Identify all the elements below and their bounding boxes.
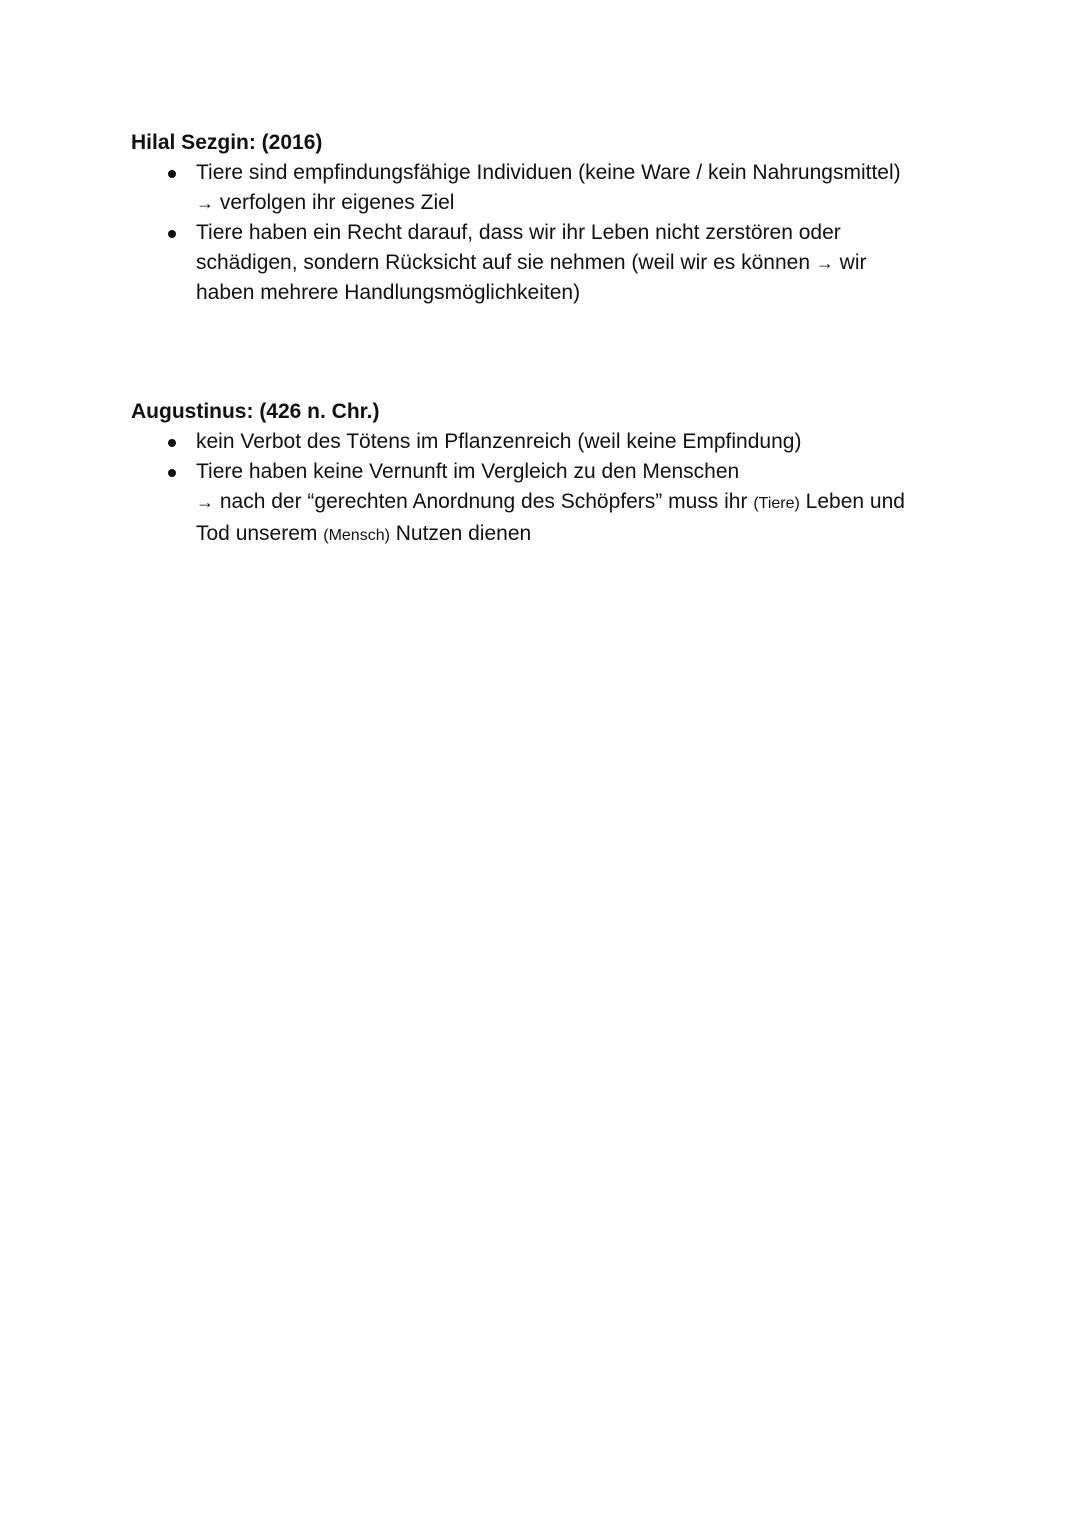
item-line: Tiere haben ein Recht darauf, dass wir ihr Leben nicht zerstören oder [196,221,841,244]
item-line [196,248,991,278]
item-line: haben mehrere Handlungsmöglichkeiten) [196,281,581,304]
list-item [131,457,991,551]
bullet-list [131,427,991,551]
item-text: nach der “gerechten Anordnung des Schöpfers” muss ihr [214,490,754,513]
section-hilal-sezgin [131,128,991,308]
item-text: Tod unserem [196,522,324,545]
item-line: kein Verbot des Tötens im Pflanzenreich (weil keine Empfindung) [196,430,802,453]
bullet-icon [168,439,176,447]
section-heading: Hilal Sezgin: (2016) [131,131,323,154]
bullet-list [131,158,991,308]
arrow-icon: → [815,253,834,273]
section-augustinus [131,397,991,551]
list-item [131,218,991,308]
item-text: wir [833,251,867,274]
item-text: Leben und [799,490,905,513]
item-line: Tiere haben keine Vernunft im Vergleich zu den Menschen [196,460,740,483]
annotation-small: (Tiere) [753,495,800,512]
bullet-icon [168,469,176,477]
item-text: verfolgen ihr eigenes Ziel [214,191,455,214]
item-text: schädigen, sondern Rücksicht auf sie nehmen (weil wir es können [196,251,816,274]
list-item [131,427,991,457]
item-text: Nutzen dienen [389,522,532,545]
list-item [131,158,991,218]
item-line [196,188,991,218]
bullet-icon [168,170,176,178]
item-line [196,519,991,551]
section-heading: Augustinus: (426 n. Chr.) [131,400,380,423]
annotation-small: (Mensch) [323,527,390,544]
arrow-icon: → [196,193,214,213]
item-line: Tiere sind empfindungsfähige Individuen (keine Ware / kein Nahrungsmittel) [196,161,901,184]
item-line [196,487,991,519]
bullet-icon [168,230,176,238]
arrow-icon: → [196,492,214,512]
